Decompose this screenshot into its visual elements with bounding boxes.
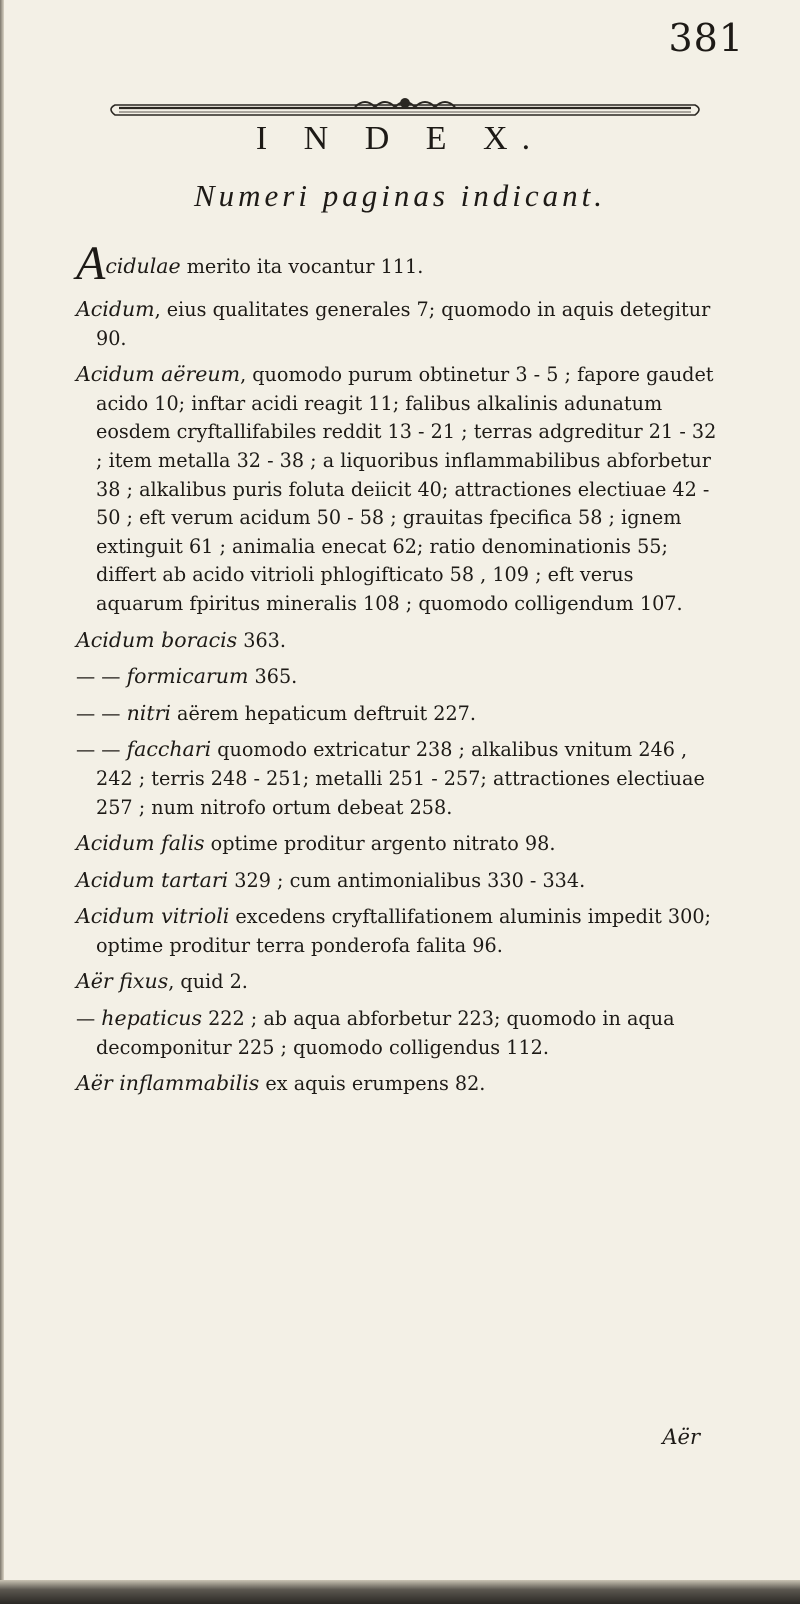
entry-text: quomodo extricatur 238 ; alkalibus vnitum 246 , 242 ; terris 248 - 251; metalli 251 - 257; attractiones electiuae 257 ; num nitrofo ortum debeat 258. bbox=[96, 738, 705, 819]
ditto-dash: — — bbox=[76, 701, 127, 725]
entry-heading: Aër inflammabilis bbox=[76, 1071, 260, 1096]
index-subentry bbox=[76, 1004, 726, 1062]
entry-text: 365. bbox=[248, 665, 298, 689]
index-entry bbox=[76, 360, 726, 618]
entry-text: 329 ; cum antimonialibus 330 - 334. bbox=[228, 868, 586, 892]
entry-heading: hepaticus bbox=[101, 1006, 202, 1031]
index-entry bbox=[76, 1069, 726, 1099]
entry-heading: cidulae bbox=[105, 254, 181, 278]
entry-heading: Acidum aëreum bbox=[76, 362, 241, 387]
page-bottom-edge bbox=[0, 1580, 800, 1604]
entry-heading: Acidum boracis bbox=[76, 627, 238, 652]
entry-text: aërem hepaticum deftruit 227. bbox=[170, 701, 476, 725]
index-entry bbox=[76, 902, 726, 960]
entry-text: excedens cryftallifationem aluminis impedit 300; optime proditur terra ponderofa falita 96. bbox=[96, 905, 711, 957]
entry-heading: Acidum tartari bbox=[76, 867, 229, 892]
index-entry bbox=[76, 626, 726, 656]
index-subtitle: Numeri paginas indicant. bbox=[193, 178, 607, 213]
page-left-edge bbox=[0, 0, 4, 1604]
index-entry bbox=[76, 295, 726, 353]
entry-heading: Aër fixus bbox=[76, 969, 169, 994]
ditto-dash: — — bbox=[76, 665, 127, 689]
entry-text: merito ita vocantur 111. bbox=[180, 255, 424, 278]
index-entry bbox=[76, 866, 726, 896]
entry-text: 363. bbox=[237, 628, 286, 652]
ditto-dash: — — bbox=[76, 738, 127, 762]
drop-cap: A bbox=[76, 237, 106, 290]
entry-heading: facchari bbox=[126, 737, 212, 762]
entry-heading: Acidum falis bbox=[76, 831, 205, 856]
entry-heading: formicarum bbox=[126, 664, 249, 689]
ditto-dash: — bbox=[76, 1007, 102, 1031]
index-entry bbox=[76, 829, 726, 859]
index-subentry bbox=[76, 735, 726, 822]
entry-heading: nitri bbox=[126, 700, 171, 725]
entry-text: 222 ; ab aqua abforbetur 223; quomodo in aqua decomponitur 225 ; quomodo colligendus 112. bbox=[96, 1007, 675, 1059]
index-entry bbox=[76, 967, 726, 997]
entry-text: , quid 2. bbox=[168, 970, 248, 994]
entry-heading: Acidum vitrioli bbox=[76, 904, 230, 929]
entry-text: optime proditur argento nitrato 98. bbox=[204, 832, 556, 856]
index-subentry bbox=[76, 699, 726, 729]
entry-text: , eius qualitates generales 7; quomodo in aquis detegitur 90. bbox=[96, 298, 711, 350]
index-entries bbox=[76, 237, 726, 1106]
entry-text: , quomodo purum obtinetur 3 - 5 ; fapore gaudet acido 10; inftar acidi reagit 11; falibus alkalinis adunatum eosdem cryftallifabiles reddit 13 - 21 ; terras adgreditur 21 - 32 ; item metalla 32 - 38 ; a liquoribus inflammabilibus abforbetur 38 ; alkalibus puris foluta deiicit 40; attractiones electiuae 42 - 50 ; eft verum acidum 50 - 58 ; grauitas fpecifica 58 ; ignem extinguit 61 ; animalia enecat 62; ratio denominationis 55; differt ab acido vitrioli phlogifticato 58 , 109 ; eft verus aquarum fpiritus mineralis 108 ; quomodo colligendum 107. bbox=[96, 363, 717, 615]
entry-heading: Acidum bbox=[76, 297, 155, 321]
index-subentry bbox=[76, 662, 726, 692]
index-entry bbox=[76, 237, 726, 290]
page-number: 381 bbox=[668, 16, 744, 60]
index-title: I N D E X. bbox=[255, 120, 545, 157]
catchword: Aër bbox=[662, 1425, 700, 1449]
entry-text: ex aquis erumpens 82. bbox=[259, 1072, 486, 1096]
